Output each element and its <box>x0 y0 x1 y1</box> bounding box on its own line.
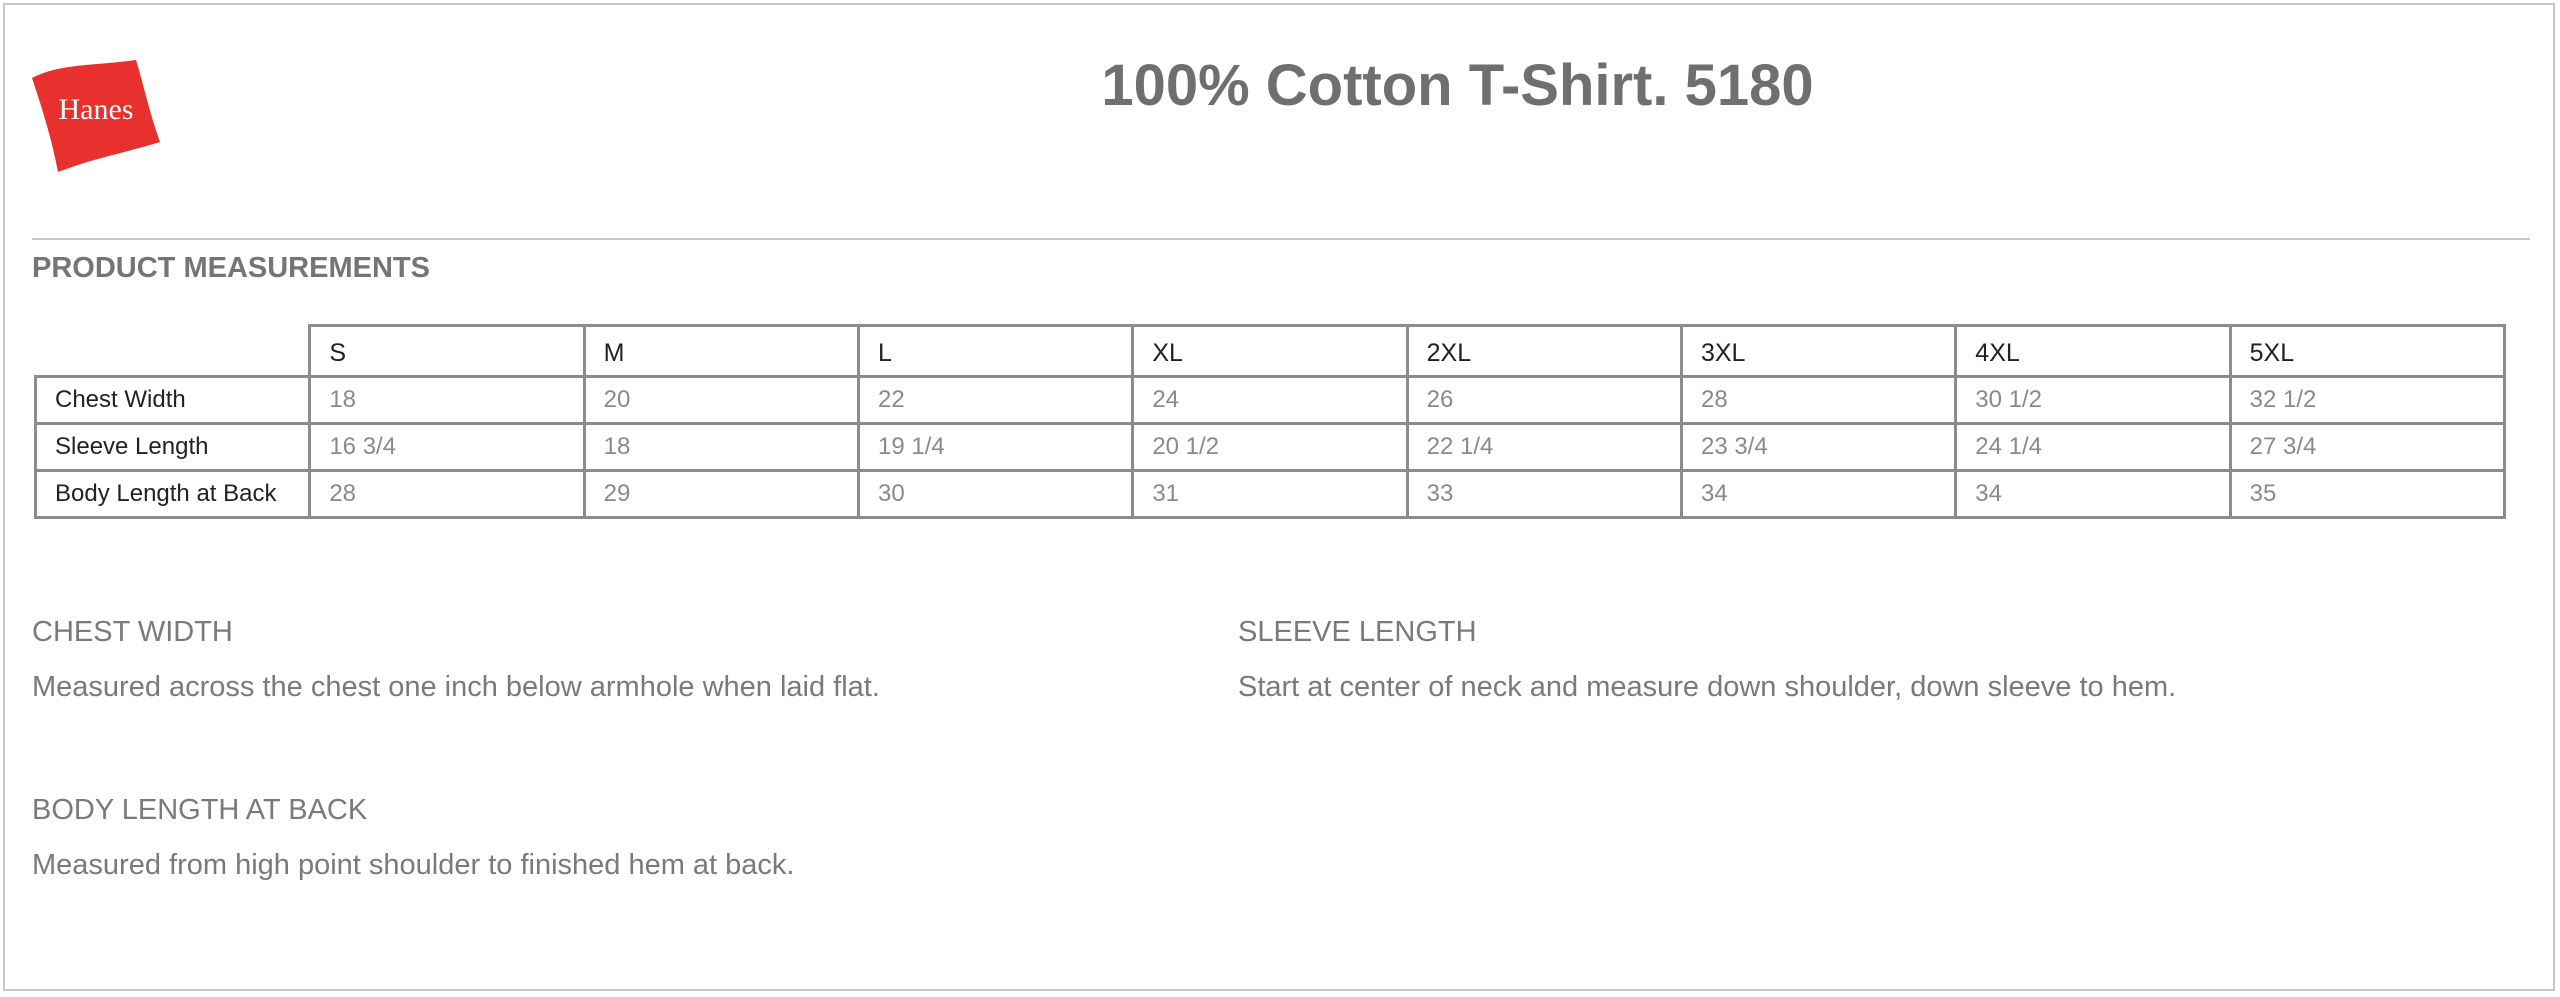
table-row-sleeve-length <box>36 424 2505 471</box>
definition-title: SLEEVE LENGTH <box>1238 616 1477 648</box>
table-cell: 32 1/2 <box>2230 377 2504 424</box>
table-cell: 35 <box>2230 471 2504 518</box>
table-cell: 31 <box>1133 471 1407 518</box>
table-cell: 30 1/2 <box>1956 377 2230 424</box>
table-cell: 20 <box>584 377 858 424</box>
table-cell: 18 <box>584 424 858 471</box>
definition-text: Measured across the chest one inch below armhole when laid flat. <box>32 671 880 703</box>
table-cell: 19 1/4 <box>858 424 1132 471</box>
table-cell: 22 1/4 <box>1407 424 1681 471</box>
header-divider <box>32 238 2530 240</box>
table-cell: 16 3/4 <box>310 424 584 471</box>
size-header-m: M <box>584 326 858 377</box>
logo-text: Hanes <box>58 93 134 126</box>
table-cell: 29 <box>584 471 858 518</box>
definition-sleeve-length <box>1238 616 2176 704</box>
size-chart-table <box>34 324 2506 519</box>
row-label: Body Length at Back <box>36 471 310 518</box>
size-header-4xl: 4XL <box>1956 326 2230 377</box>
definition-title: CHEST WIDTH <box>32 616 233 648</box>
size-header-2xl: 2XL <box>1407 326 1681 377</box>
table-cell: 26 <box>1407 377 1681 424</box>
table-cell: 18 <box>310 377 584 424</box>
definition-text: Measured from high point shoulder to finished hem at back. <box>32 849 795 881</box>
size-header-xl: XL <box>1133 326 1407 377</box>
table-row-chest-width <box>36 377 2505 424</box>
definition-chest-width <box>32 616 880 704</box>
table-cell: 24 <box>1133 377 1407 424</box>
table-corner <box>36 326 310 377</box>
size-header-s: S <box>310 326 584 377</box>
table-cell: 23 3/4 <box>1681 424 1955 471</box>
definition-body-length-at-back <box>32 794 794 882</box>
page-title: 100% Cotton T-Shirt. 5180 <box>1101 53 1814 118</box>
table-cell: 28 <box>1681 377 1955 424</box>
row-label: Sleeve Length <box>36 424 310 471</box>
size-header-row <box>36 326 2505 377</box>
table-cell: 34 <box>1681 471 1955 518</box>
size-header-3xl: 3XL <box>1681 326 1955 377</box>
table-cell: 20 1/2 <box>1133 424 1407 471</box>
table-cell: 22 <box>858 377 1132 424</box>
table-row-body-length-at-back <box>36 471 2505 518</box>
table-cell: 33 <box>1407 471 1681 518</box>
table-cell: 34 <box>1956 471 2230 518</box>
table-cell: 28 <box>310 471 584 518</box>
table-cell: 24 1/4 <box>1956 424 2230 471</box>
size-header-l: L <box>858 326 1132 377</box>
row-label: Chest Width <box>36 377 310 424</box>
table-cell: 30 <box>858 471 1132 518</box>
definition-title: BODY LENGTH AT BACK <box>32 794 368 826</box>
table-cell: 27 3/4 <box>2230 424 2504 471</box>
section-heading: PRODUCT MEASUREMENTS <box>32 252 430 284</box>
definition-text: Start at center of neck and measure down shoulder, down sleeve to hem. <box>1238 671 2177 703</box>
size-header-5xl: 5XL <box>2230 326 2504 377</box>
